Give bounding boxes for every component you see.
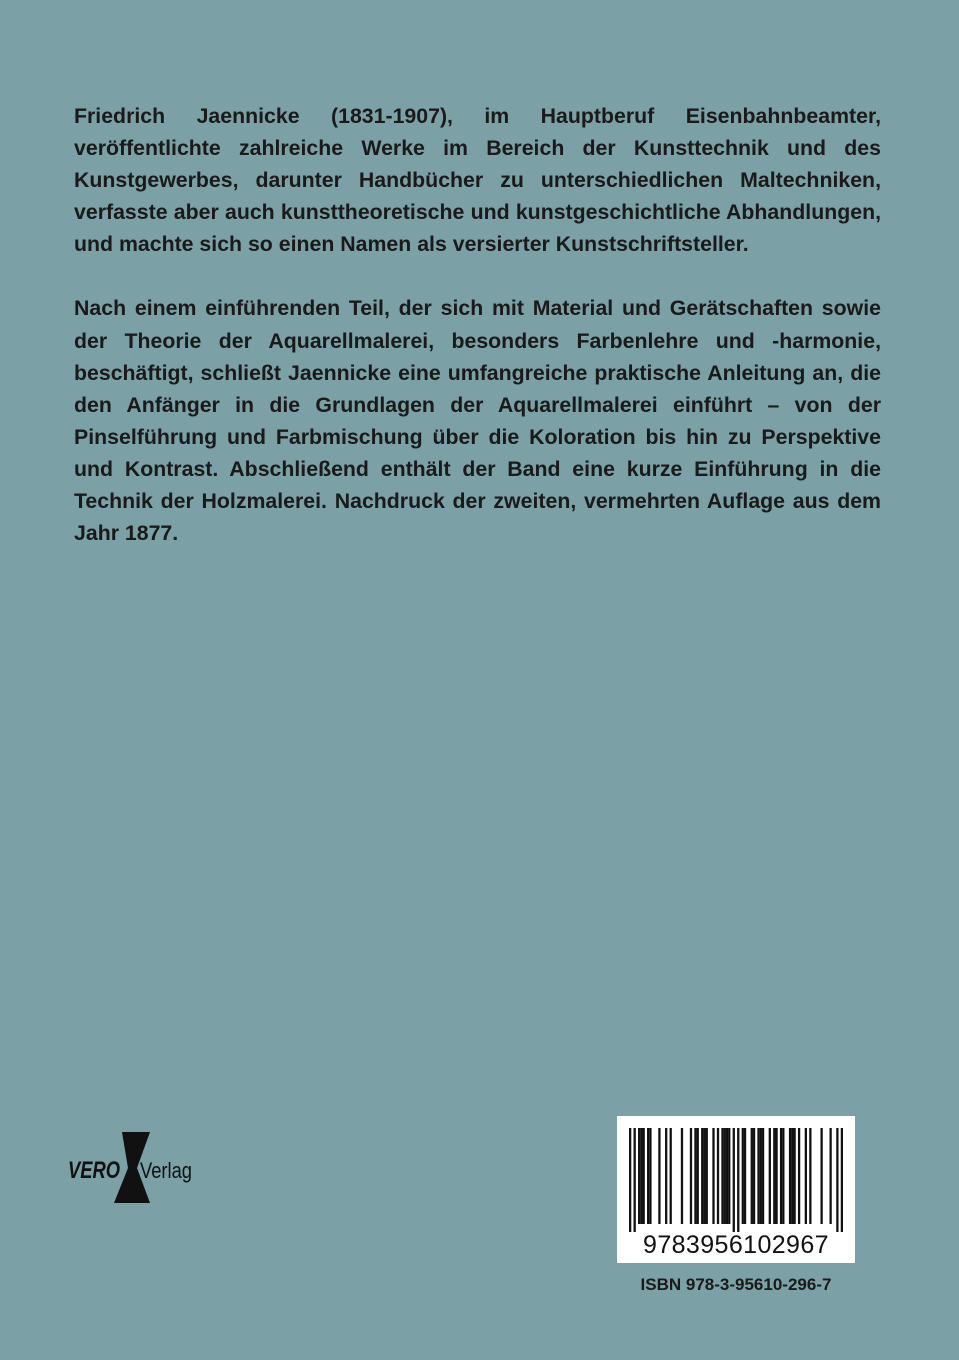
barcode-digits: 9783956102967	[643, 1231, 829, 1259]
barcode-bar	[728, 1128, 730, 1224]
barcode-bar	[789, 1128, 791, 1224]
barcode-bar	[726, 1128, 728, 1224]
barcode-bar	[841, 1128, 843, 1232]
barcode-bar	[751, 1128, 753, 1224]
barcode-bar	[724, 1128, 726, 1224]
logo-text-vero: VERO	[68, 1157, 121, 1184]
barcode-bar	[733, 1128, 735, 1232]
barcode-bar	[760, 1128, 762, 1224]
book-description	[74, 100, 881, 549]
description-paragraph-1: Friedrich Jaennicke (1831-1907), im Hauptberuf Eisenbahnbeamter, veröffentlichte zahlreiche Werke im Bereich der Kunsttechnik und des Kunstgewerbes, darunter Handbücher zu unterschiedlichen Maltechniken, verfasste aber auch kunsttheoretische und kunstgeschichtliche Abhandlungen, und machte sich so einen Namen als versierter Kunstschriftsteller.	[74, 104, 881, 257]
barcode-bar	[793, 1128, 795, 1224]
barcode-bar	[798, 1128, 800, 1224]
barcode-bar	[762, 1128, 764, 1224]
barcode-bar	[629, 1128, 631, 1232]
barcode-bar	[665, 1128, 667, 1224]
barcode-bar	[706, 1128, 708, 1224]
barcode-bar	[791, 1128, 793, 1224]
barcode-bar	[721, 1128, 723, 1224]
logo-text-verlag: Verlag	[140, 1158, 192, 1183]
barcode-bar	[737, 1128, 739, 1232]
barcode-bar	[773, 1128, 775, 1224]
description-paragraph-2: Nach einem einführenden Teil, der sich mit Material und Gerätschaften sowie der Theorie der Aquarellmalerei, besonders Farbenlehre und -harmonie, beschäftigt, schließt Jaennicke eine umfangreiche praktische Anleitung an, die den Anfänger in die Grundlagen der Aquarellmalerei einführt – von der Pinselführung und Farbmischung über die Koloration bis hin zu Perspektive und Kontrast. Abschließend enthält der Band eine kurze Einführung in die Technik der Holzmalerei. Nachdruck der zweiten, vermehrten Auflage aus dem Jahr 1877.	[74, 296, 881, 546]
barcode-bar	[757, 1128, 759, 1224]
barcode-bar	[780, 1128, 782, 1224]
barcode-bar	[634, 1128, 636, 1232]
barcode-bar	[809, 1128, 811, 1224]
barcode-bar	[782, 1128, 784, 1224]
barcode-bar	[742, 1128, 744, 1224]
barcode-bar	[638, 1128, 640, 1224]
isbn-label: ISBN 978-3-95610-296-7	[640, 1275, 832, 1294]
barcode-bar	[640, 1128, 642, 1224]
barcode-bar	[703, 1128, 705, 1224]
barcode-bar	[769, 1128, 771, 1224]
barcode	[617, 1116, 855, 1263]
barcode-bar	[805, 1128, 807, 1224]
barcode-bar	[712, 1128, 714, 1224]
barcode-bars	[629, 1128, 843, 1232]
barcode-bar	[658, 1128, 660, 1224]
barcode-bar	[643, 1128, 645, 1224]
barcode-bar	[670, 1128, 672, 1224]
barcode-bar	[717, 1128, 719, 1224]
barcode-bar	[694, 1128, 696, 1224]
barcode-bar	[649, 1128, 651, 1224]
barcode-bar	[753, 1128, 755, 1224]
barcode-bar	[829, 1128, 831, 1224]
barcode-bar	[775, 1128, 777, 1224]
barcode-bar	[701, 1128, 703, 1224]
barcode-bar	[697, 1128, 699, 1224]
barcode-bar	[744, 1128, 746, 1224]
barcode-bar	[836, 1128, 838, 1232]
barcode-bar	[690, 1128, 692, 1224]
barcode-bar	[647, 1128, 649, 1224]
publisher-logo	[68, 1132, 198, 1204]
barcode-bar	[820, 1128, 822, 1224]
barcode-bar	[681, 1128, 683, 1224]
